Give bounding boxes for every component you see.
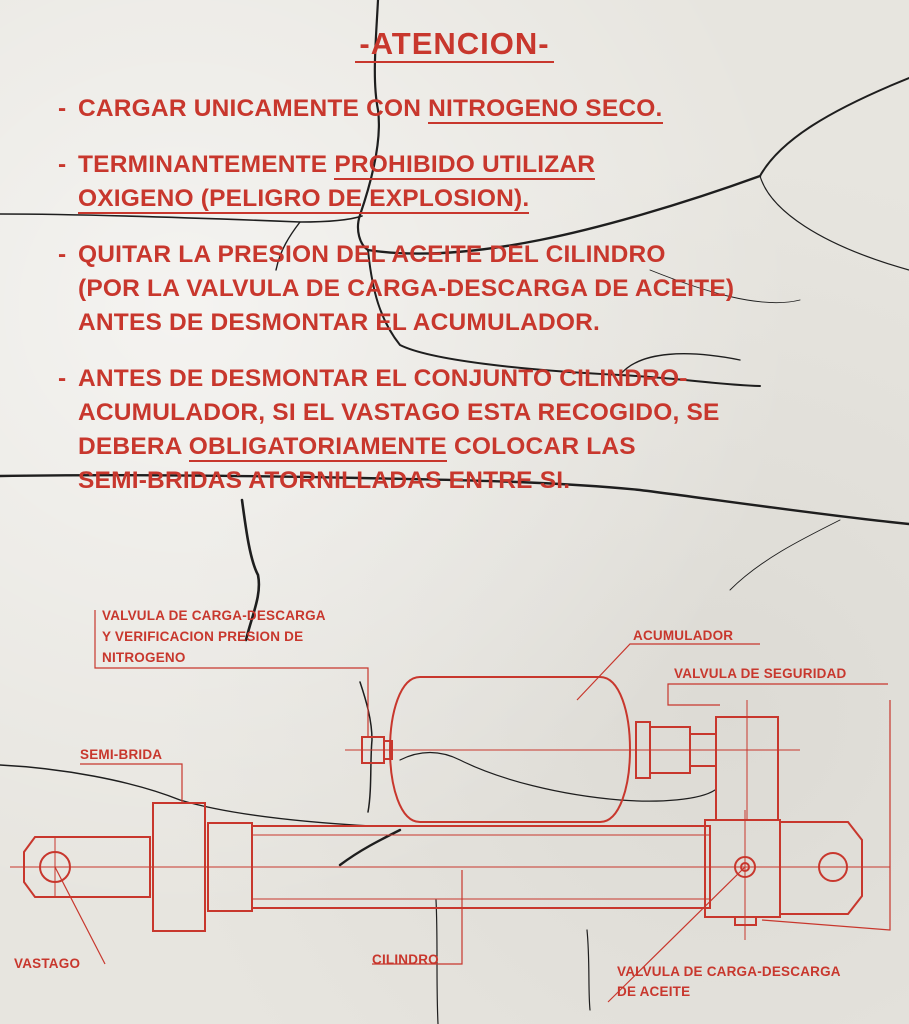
label-valvula-carga-1: VALVULA DE CARGA-DESCARGA [102,608,326,623]
warning-title [0,26,909,62]
warning-list [58,92,878,520]
warning-title-text: -ATENCION- [355,26,553,63]
rear-eye [780,822,862,914]
warning-bullet: - [58,241,67,268]
warning-text-segment: ACUMULADOR, SI EL VASTAGO ESTA RECOGIDO, SE [78,399,720,426]
warning-item [58,238,878,340]
warning-line [78,464,720,498]
warning-line [78,92,663,126]
warning-item [58,92,878,126]
warning-item [58,362,878,498]
warning-text [78,148,595,216]
leader-semi-brida [80,764,182,803]
leader-safety [668,684,888,705]
warning-text-segment: CARGAR UNICAMENTE CON [78,95,429,122]
underlined-text: NITROGENO SECO. [428,95,663,122]
warning-text-segment: QUITAR LA PRESION DEL ACEITE DEL CILINDRO [78,241,666,268]
warning-line [78,238,734,272]
warning-bullet: - [58,95,67,122]
warning-line [78,396,720,430]
label-valvula-aceite-2: DE ACEITE [617,984,691,999]
warning-text-segment: ANTES DE DESMONTAR EL CONJUNTO CILINDRO- [78,365,688,392]
warning-text-segment: COLOCAR LAS [446,433,636,460]
underlined-text: OXIGENO (PELIGRO DE EXPLOSION). [78,185,530,212]
warning-text-segment: SEMI-BRIDAS ATORNILLADAS ENTRE SI. [78,467,571,494]
warning-text-segment: TERMINANTEMENTE [78,151,335,178]
warning-text [78,362,720,498]
label-valvula-aceite-1: VALVULA DE CARGA-DESCARGA [617,964,841,979]
warning-text-segment: DEBERA [78,433,189,460]
label-valvula-seguridad: VALVULA DE SEGURIDAD [674,666,847,681]
underlined-text: PROHIBIDO UTILIZAR [334,151,596,178]
warning-line [78,148,595,182]
underlined-text: OBLIGATORIAMENTE [188,433,447,460]
warning-line [78,306,734,340]
warning-text [78,92,663,126]
label-semi-brida: SEMI-BRIDA [80,747,163,762]
warning-line [78,430,720,464]
warning-line [78,182,595,216]
warning-item [58,148,878,216]
label-cilindro: CILINDRO [372,952,439,967]
warning-text-segment: (POR LA VALVULA DE CARGA-DESCARGA DE ACEITE) [78,275,735,302]
warning-bullet: - [58,151,67,178]
leader-oil-valve-right [762,700,890,930]
warning-bullet: - [58,365,67,392]
label-acumulador: ACUMULADOR [633,628,734,643]
rear-block [705,820,780,917]
leader-vastago [55,867,105,964]
warning-line [78,362,720,396]
label-valvula-carga-3: NITROGENO [102,650,186,665]
warning-text-segment: ANTES DE DESMONTAR EL ACUMULADOR. [78,309,601,336]
label-vastago: VASTAGO [14,956,81,971]
warning-line [78,272,734,306]
label-valvula-carga-2: Y VERIFICACION PRESION DE [102,629,304,644]
warning-text [78,238,734,340]
